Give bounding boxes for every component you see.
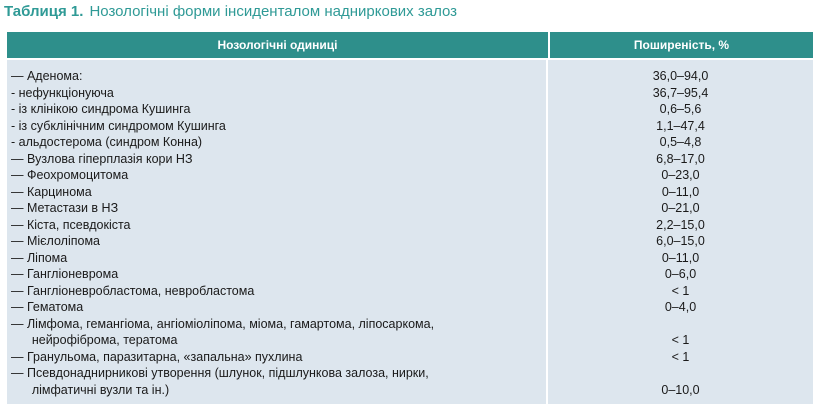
prevalence-value: < 1: [671, 349, 690, 364]
prevalence-value: 0–10,0: [661, 382, 700, 397]
table-row-entity: — Аденома:: [11, 69, 83, 83]
table-row-entity: — Мієлоліпома: [11, 234, 100, 248]
table-row-entity: - альдостерома (синдром Конна): [11, 135, 203, 149]
table-row-prevalence: [548, 266, 813, 283]
prevalence-value: 0–4,0: [664, 300, 697, 314]
table-row-prevalence: [548, 217, 813, 234]
prevalence-column: [548, 60, 813, 404]
prevalence-value: < 1: [671, 333, 690, 347]
table-row-entity: — Гангліоневробластома, невробластома: [11, 283, 255, 298]
prevalence-value: 36,7–95,4: [652, 85, 709, 100]
caption-label: Таблиця 1.: [4, 3, 84, 20]
table-row-entity: — Гангліоневрома: [11, 267, 119, 281]
table-row-entity: — Карцинома: [11, 184, 92, 199]
caption-text: Нозологічні форми інсиденталом надниркових залоз: [89, 3, 458, 20]
prevalence-value: 0–11,0: [661, 250, 700, 265]
prevalence-value: 0–23,0: [661, 168, 700, 182]
table-row-prevalence: [548, 316, 813, 349]
prevalence-value: 36,0–94,0: [652, 69, 709, 83]
prevalence-value: 0–6,0: [664, 267, 697, 281]
table-row-entity: - із клінікою синдрома Кушинга: [11, 102, 191, 116]
table-row-prevalence: [548, 184, 813, 201]
table-row-entity: - із субклінічним синдромом Кушинга: [11, 118, 226, 133]
header-prevalence: Поширеність, %: [633, 38, 730, 52]
table-row-prevalence: [548, 250, 813, 267]
table-row-entity: — Вузлова гіперплазія кори НЗ: [11, 151, 193, 166]
table-body: [7, 58, 813, 404]
prevalence-value: 0–21,0: [661, 201, 700, 215]
table-row-entity: - нефункціонуюча: [11, 85, 114, 100]
header-entities: Нозологічні одиниці: [7, 32, 550, 58]
table-row-prevalence: [548, 68, 813, 85]
table-row-prevalence: [548, 151, 813, 168]
table-row-prevalence: [548, 349, 813, 366]
prevalence-value: 6,0–15,0: [656, 234, 705, 248]
table-row-prevalence: [548, 200, 813, 217]
table-row-prevalence: [548, 283, 813, 300]
prevalence-value: 0–11,0: [661, 184, 700, 199]
table-row-entity: — Псевдонаднирникові утворення (шлунок, підшлункова залоза, нирки, лімфатичні вузли та ін.): [11, 366, 429, 397]
table-row-prevalence: [548, 233, 813, 250]
table-row-prevalence: [548, 167, 813, 184]
table-row-entity: — Метастази в НЗ: [11, 201, 119, 215]
table-row-entity: — Лімфома, гемангіома, ангіоміоліпома, міома, гамартома, ліпосаркома, нейрофіброма, тератома: [11, 316, 435, 347]
prevalence-table: [7, 32, 813, 404]
prevalence-value: 1,1–47,4: [656, 118, 705, 133]
table-row-prevalence: [548, 299, 813, 316]
table-row-prevalence: [548, 134, 813, 151]
table-row-prevalence: [548, 365, 813, 398]
table-row-entity: — Ліпома: [11, 250, 68, 265]
prevalence-value: 2,2–15,0: [656, 217, 705, 232]
table-header: [7, 32, 813, 58]
table-row-entity: — Феохромоцитома: [11, 168, 129, 182]
prevalence-value: 0,6–5,6: [659, 102, 702, 116]
table-row-entity: — Гранульома, паразитарна, «запальна» пухлина: [11, 349, 303, 364]
entities-column: [7, 60, 548, 404]
table-row-prevalence: [548, 118, 813, 135]
table-row-entity: — Гематома: [11, 300, 84, 314]
prevalence-value: < 1: [671, 283, 690, 298]
prevalence-value: 0,5–4,8: [659, 135, 702, 149]
table-row-entity: — Кіста, псевдокіста: [11, 217, 131, 232]
prevalence-value: 6,8–17,0: [656, 151, 705, 166]
table-row-prevalence: [548, 85, 813, 102]
table-row-prevalence: [548, 101, 813, 118]
table-caption: [4, 3, 457, 20]
